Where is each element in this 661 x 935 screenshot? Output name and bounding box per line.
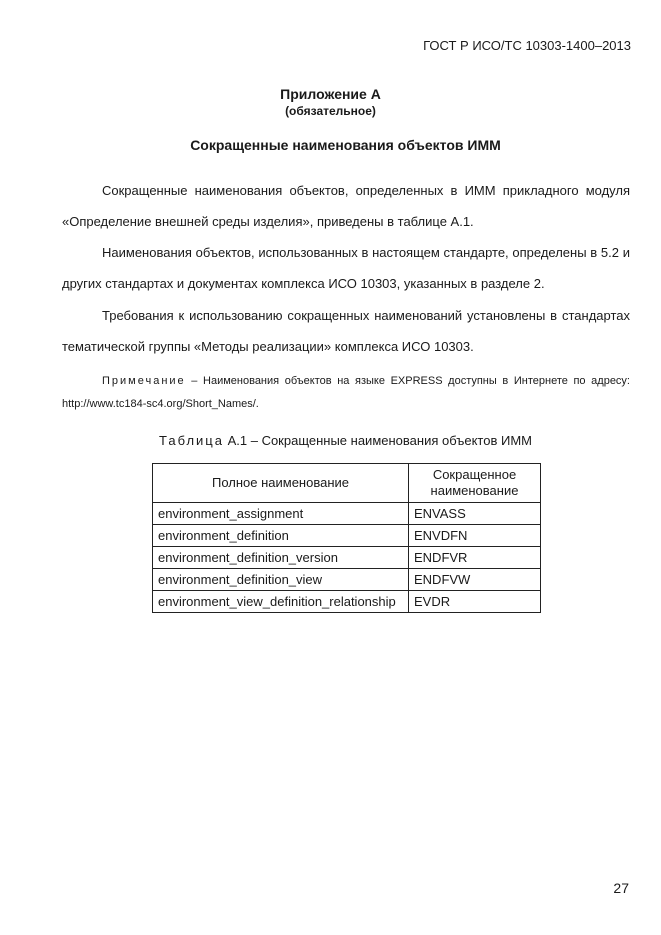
table-caption-text: А.1 – Сокращенные наименования объектов ИММ: [223, 433, 532, 448]
header-short-name: Сокращенное наименование: [409, 464, 541, 503]
short-name-cell: ENDFVW: [409, 569, 541, 591]
full-name-cell: environment_assignment: [153, 503, 409, 525]
annex-subtitle: (обязательное): [285, 104, 376, 118]
annex-title: Приложение А: [280, 86, 381, 102]
short-name-cell: ENVDFN: [409, 525, 541, 547]
section-title: Сокращенные наименования объектов ИММ: [190, 137, 501, 153]
paragraph-1-text: Сокращенные наименования объектов, определенных в ИММ прикладного модуля «Определение внешней среды изделия», приведены в таблице А.1.: [62, 183, 630, 229]
page-number: 27: [613, 880, 629, 896]
table-row: [153, 569, 541, 591]
paragraph-3-text: Требования к использованию сокращенных наименований установлены в стандартах тематической группы «Методы реализации» комплекса ИСО 10303.: [62, 308, 630, 354]
full-name-cell: environment_view_definition_relationship: [153, 591, 409, 613]
short-name-cell: ENVASS: [409, 503, 541, 525]
paragraph-3: [62, 300, 630, 362]
full-name-cell: environment_definition_version: [153, 547, 409, 569]
header-full-name: Полное наименование: [153, 464, 409, 503]
full-name-cell: environment_definition_view: [153, 569, 409, 591]
short-name-cell: ENDFVR: [409, 547, 541, 569]
abbreviations-table: [152, 463, 541, 613]
table-row: [153, 547, 541, 569]
table-row: [153, 503, 541, 525]
table-row: [153, 591, 541, 613]
paragraph-1: [62, 175, 630, 237]
table-caption-label: Таблица: [159, 433, 224, 448]
note: [62, 370, 630, 416]
table-header-row: [153, 464, 541, 503]
document-code: ГОСТ Р ИСО/ТС 10303-1400–2013: [423, 38, 631, 53]
paragraph-2: [62, 237, 630, 299]
table-row: [153, 525, 541, 547]
full-name-cell: environment_definition: [153, 525, 409, 547]
paragraph-2-text: Наименования объектов, использованных в настоящем стандарте, определены в 5.2 и других стандартах и документах комплекса ИСО 10303, указанных в разделе 2.: [62, 245, 630, 291]
note-label: Примечание: [102, 375, 186, 387]
short-name-cell: EVDR: [409, 591, 541, 613]
note-text: – Наименования объектов на языке EXPRESS доступны в Интернете по адресу: http://www.tc184-sc4.org/Short_Names/.: [62, 375, 630, 410]
table-caption: [0, 433, 661, 448]
